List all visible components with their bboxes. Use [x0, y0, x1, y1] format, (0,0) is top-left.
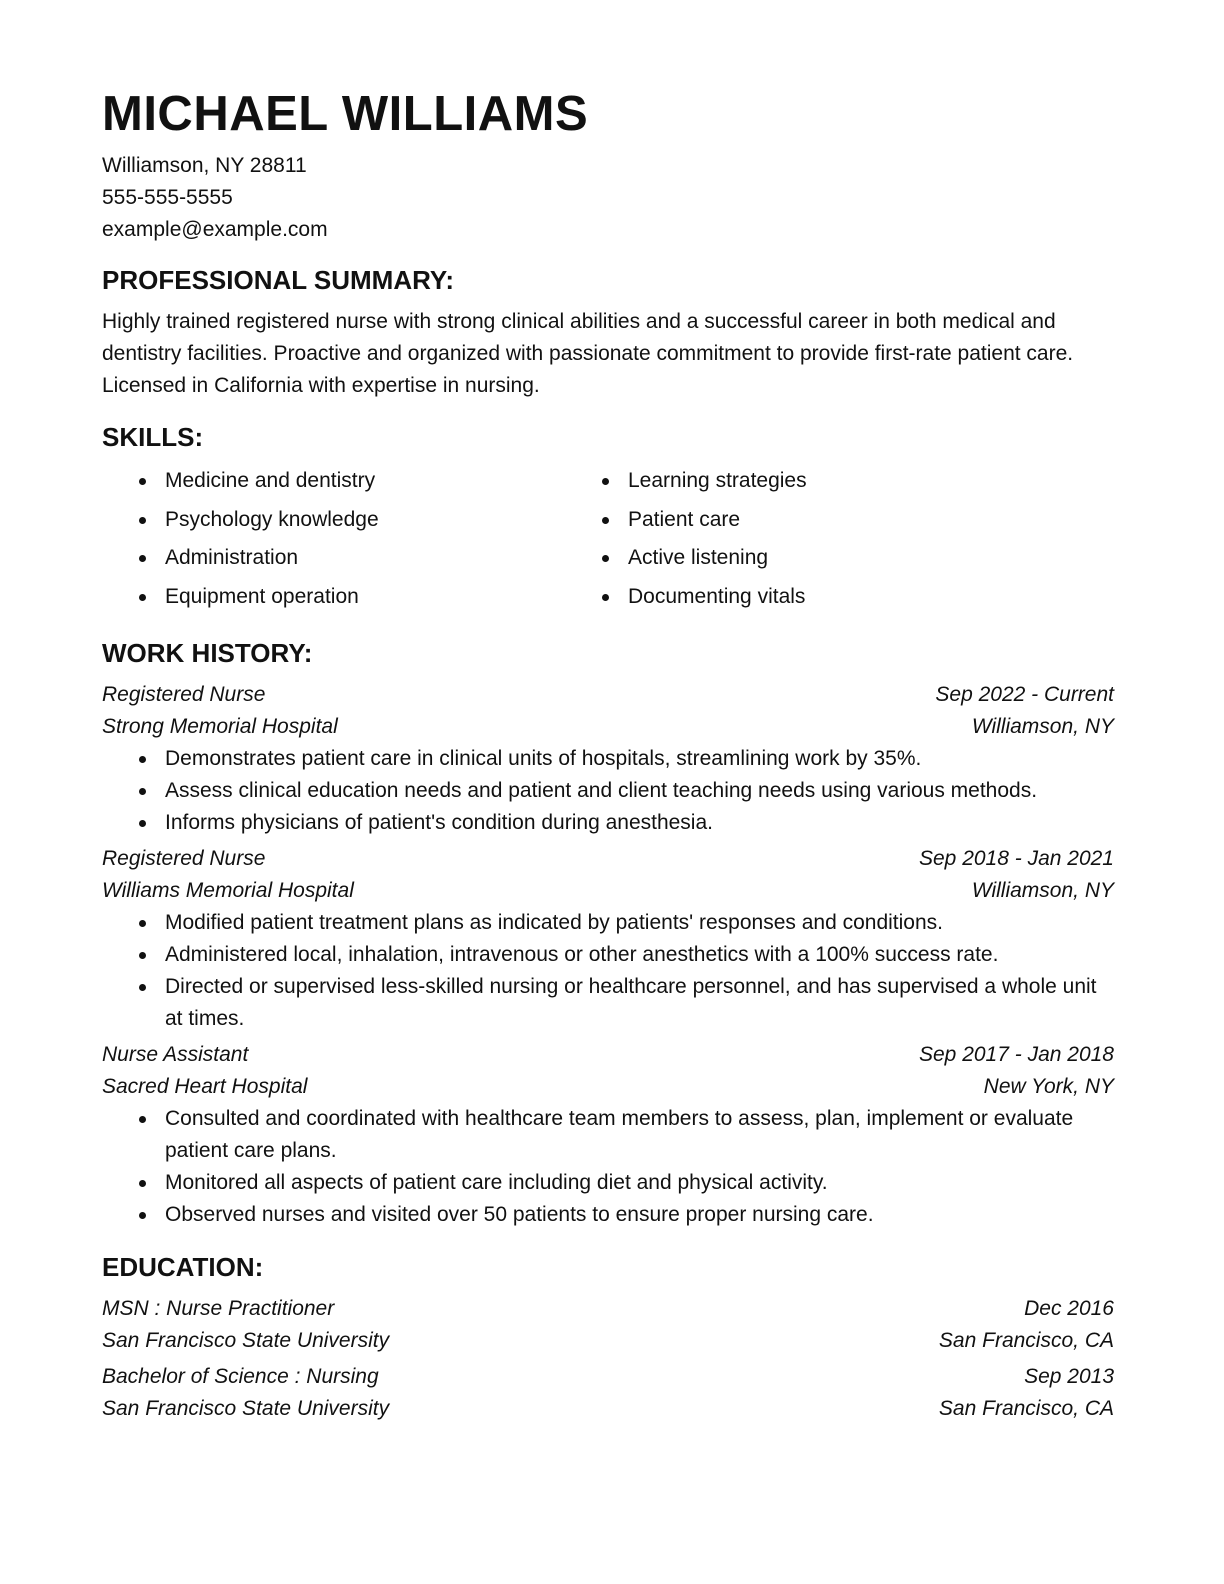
education-heading: EDUCATION: [102, 1251, 264, 1282]
education-location: San Francisco, CA [938, 1396, 1114, 1420]
education-date: Dec 2016 [1024, 1296, 1114, 1320]
job-bullet: Monitored all aspects of patient care including diet and physical activity. [102, 1167, 1114, 1199]
candidate-name: MICHAEL WILLIAMS [102, 87, 589, 141]
job-role: Nurse Assistant [102, 1042, 249, 1066]
skills-heading: SKILLS: [102, 422, 204, 452]
contact-address: Williamson, NY 28811 [102, 154, 307, 177]
education-degree-row [102, 1293, 1114, 1325]
job-bullet: Informs physicians of patient's condition during anesthesia. [102, 807, 1114, 839]
job-bullets [102, 1103, 1114, 1231]
education-school: San Francisco State University [102, 1396, 390, 1420]
skill-item: Administration [102, 539, 565, 578]
job-employer: Williams Memorial Hospital [102, 878, 354, 902]
job-employer-row [102, 875, 1114, 907]
education-degree-row [102, 1361, 1114, 1393]
job-bullet: Consulted and coordinated with healthcare team members to assess, plan, implement or evaluate patient care plans. [102, 1103, 1114, 1167]
job-role-row [102, 1039, 1114, 1071]
job-location: Williamson, NY [971, 878, 1114, 902]
job-employer: Strong Memorial Hospital [102, 714, 338, 738]
work-history-heading: WORK HISTORY: [102, 637, 313, 668]
education-entry [102, 1361, 1114, 1425]
job-location: Williamson, NY [971, 714, 1114, 738]
skill-item: Patient care [565, 501, 1028, 540]
skill-item: Documenting vitals [565, 578, 1028, 617]
job-entry [102, 1039, 1114, 1231]
education-degree: Bachelor of Science : Nursing [102, 1364, 379, 1388]
job-bullet: Directed or supervised less-skilled nursing or healthcare personnel, and has supervised a whole unit at times. [102, 971, 1114, 1035]
skill-item: Psychology knowledge [102, 501, 565, 540]
education-location: San Francisco, CA [938, 1328, 1114, 1352]
job-role-row [102, 843, 1114, 875]
job-bullets [102, 743, 1114, 839]
education-entry [102, 1293, 1114, 1357]
job-bullet: Observed nurses and visited over 50 patients to ensure proper nursing care. [102, 1199, 1114, 1231]
education-date: Sep 2013 [1024, 1364, 1114, 1388]
job-dates: Sep 2018 - Jan 2021 [919, 846, 1114, 870]
job-bullets [102, 907, 1114, 1035]
job-role: Registered Nurse [102, 682, 266, 706]
skill-item: Equipment operation [102, 578, 565, 617]
job-dates: Sep 2022 - Current [935, 682, 1114, 706]
skill-item: Active listening [565, 539, 1028, 578]
skill-item: Learning strategies [565, 462, 1028, 501]
job-entry [102, 679, 1114, 839]
skills-right-column [565, 462, 1028, 617]
skill-item: Medicine and dentistry [102, 462, 565, 501]
contact-phone: 555-555-5555 [102, 186, 233, 209]
summary-text: Highly trained registered nurse with strong clinical abilities and a successful career in both medical and dentistry facilities. Proactive and organized with passionate commitment to provide first-rate patient care. Licensed in California with expertise in nursing. [102, 310, 1074, 397]
education-school: San Francisco State University [102, 1328, 390, 1352]
resume-content [102, 84, 1114, 1425]
summary-heading: PROFESSIONAL SUMMARY: [102, 265, 454, 295]
contact-email: example@example.com [102, 218, 328, 241]
education-degree: MSN : Nurse Practitioner [102, 1296, 335, 1320]
work-history-list [102, 679, 1114, 1231]
job-bullet: Modified patient treatment plans as indicated by patients' responses and conditions. [102, 907, 1114, 939]
job-dates: Sep 2017 - Jan 2018 [919, 1042, 1114, 1066]
job-bullet: Demonstrates patient care in clinical units of hospitals, streamlining work by 35%. [102, 743, 1114, 775]
job-location: New York, NY [983, 1074, 1114, 1098]
education-school-row [102, 1325, 1114, 1357]
skills-left-column [102, 462, 565, 617]
job-employer-row [102, 711, 1114, 743]
education-school-row [102, 1393, 1114, 1425]
job-employer-row [102, 1071, 1114, 1103]
job-entry [102, 843, 1114, 1035]
job-employer: Sacred Heart Hospital [102, 1074, 308, 1098]
job-role: Registered Nurse [102, 846, 266, 870]
education-list [102, 1293, 1114, 1425]
job-bullet: Assess clinical education needs and patient and client teaching needs using various methods. [102, 775, 1114, 807]
job-bullet: Administered local, inhalation, intravenous or other anesthetics with a 100% success rate. [102, 939, 1114, 971]
job-role-row [102, 679, 1114, 711]
skills-grid [102, 462, 1114, 617]
